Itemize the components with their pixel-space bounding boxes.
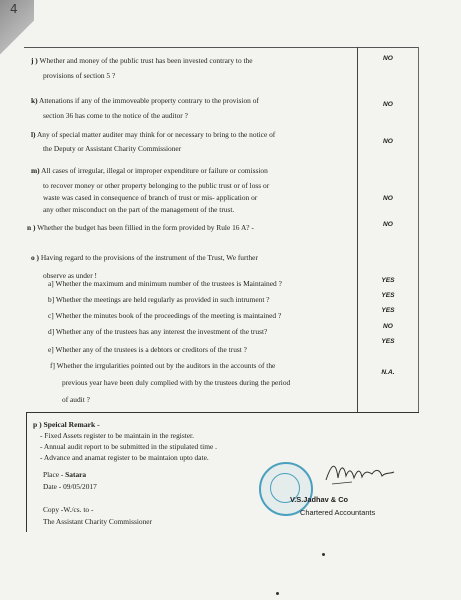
item-o-b: b] Whether the meetings are held regularly as provided in such intrument ?: [48, 295, 270, 304]
answer-o-d: NO: [383, 323, 393, 330]
special-remark-title: p ) Speical Remark -: [33, 420, 100, 429]
remark-line: - Annual audit report to be submitted in the stipulated time .: [40, 442, 217, 451]
remark-line: - Advance and anamat register to be maintaion upto date.: [40, 453, 209, 462]
item-n: n ) Whether the budget has been fillied in the form provided by Rule 16 A? -: [27, 223, 254, 232]
item-o-d: d] Whether any of the trustees has any interest the investment of the trust?: [48, 327, 268, 336]
item-o-f: f] Whether the irrgularities pointed out by the auditors in the accounts of the previous year have been duly complied with by the trustees during the period of audit ?: [50, 361, 291, 404]
table-top-rule: [24, 47, 419, 48]
answer-o-e: YES: [381, 338, 395, 345]
copy-recipient: The Assistant Charity Commissioner: [43, 517, 153, 526]
page-mark: 4: [10, 2, 18, 16]
answer-o-f: N.A.: [381, 369, 395, 376]
speck: [322, 553, 325, 556]
handwritten-signature: [322, 458, 398, 488]
answer-o-a: YES: [381, 277, 395, 284]
copy-line: Copy -W./cs. to -: [43, 505, 94, 514]
answer-o-b: YES: [381, 292, 395, 299]
answer-o-c: YES: [381, 307, 395, 314]
item-o-a: a] Whether the maximum and minimum number of the trustees is Maintained ?: [48, 279, 282, 288]
item-o-c: c] Whether the minutes book of the proceedings of the meeting is maintained ?: [48, 311, 282, 320]
remark-left-rule: [26, 412, 27, 532]
table-bottom-rule: [26, 412, 419, 413]
answer-n: NO: [383, 221, 393, 228]
item-m: m) All cases of irregular, illegal or improper expenditure or failure or comission to recover money or other property belonging to the public trust or of loss or waste was cased in consequence of branch of trust or mis- application or any other misconduct on the part of the management of the trust.: [31, 166, 270, 214]
answer-k: NO: [383, 101, 393, 108]
answer-m: NO: [383, 195, 393, 202]
item-k: k) Attenations if any of the immoveable property contrary to the provision of section 36 has come to the notice of the auditor ?: [31, 96, 259, 120]
date-line: Date - 09/05/2017: [43, 482, 97, 491]
answer-l: NO: [383, 138, 393, 145]
firm-name: V.S.Jadhav & Co: [290, 495, 349, 504]
item-o-e: e] Whether any of the trustees is a debtors or creditors of the trust ?: [48, 345, 247, 354]
item-j: j ) Whether and money of the public trust has been invested contrary to the provisions of section 5 ?: [31, 56, 253, 80]
item-o: o ) Having regard to the provisions of the instrument of the Trust, We further observe as under !: [31, 253, 258, 280]
item-l: l) Any of special matter auditer may think for or necessary to bring to the notice of the Deputy or Assistant Charity Commissioner: [31, 130, 276, 153]
speck: [276, 592, 279, 595]
remark-line: - Fixed Assets register to be maintain in the register.: [40, 431, 194, 440]
place-line: Place - Satara: [43, 470, 87, 479]
firm-title: Chartered Accountants: [300, 508, 376, 517]
table-right-rule: [418, 47, 419, 412]
answer-j: NO: [383, 55, 393, 62]
